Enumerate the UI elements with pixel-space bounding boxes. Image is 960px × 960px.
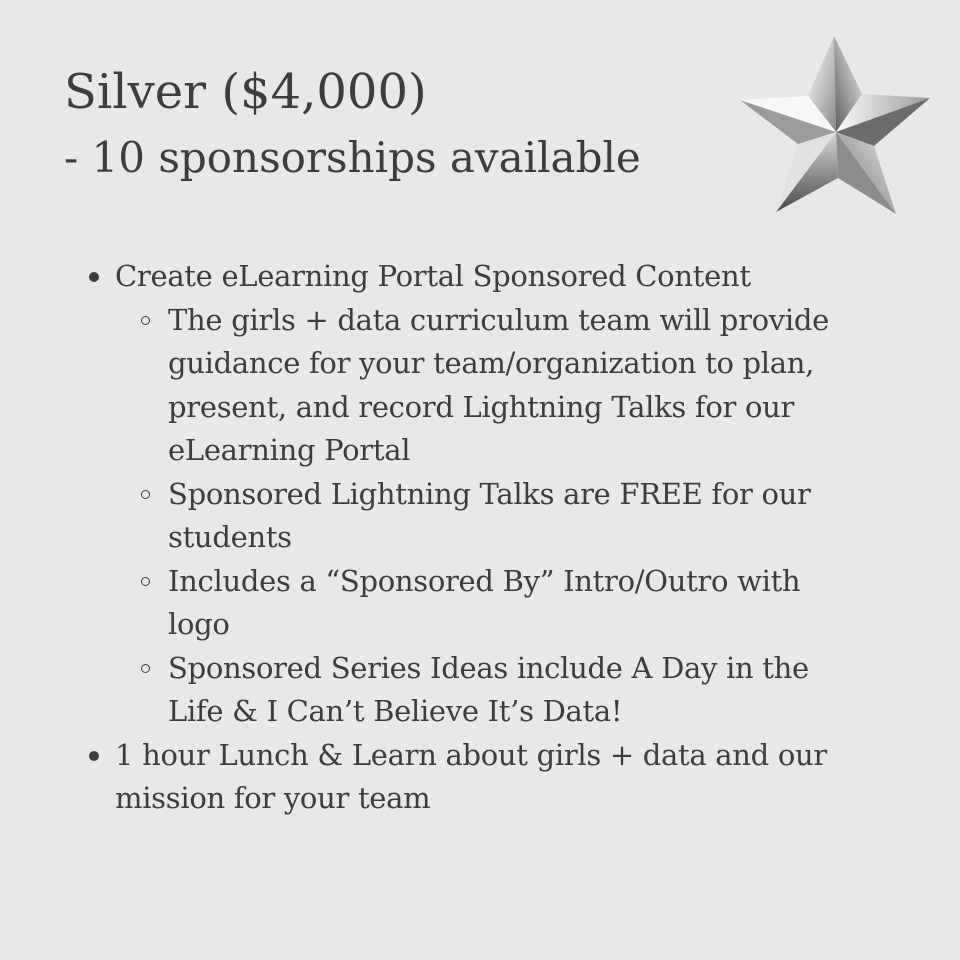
sub-list-item-text: The girls + data curriculum team will provide guidance for your team/organization to plan, present, and record Lightning Talks for our eLearning Portal bbox=[168, 302, 829, 467]
bullet-circle-icon bbox=[141, 490, 150, 499]
bullet-circle-icon bbox=[141, 577, 150, 586]
page-title: Silver ($4,000) bbox=[64, 64, 427, 120]
bullet-circle-icon bbox=[141, 664, 150, 673]
list-item bbox=[0, 734, 855, 821]
sub-list-item bbox=[0, 473, 860, 560]
benefits-list bbox=[0, 255, 960, 821]
list-item-text: 1 hour Lunch & Learn about girls + data and our mission for your team bbox=[115, 737, 827, 815]
bullet-disc-icon bbox=[89, 272, 99, 282]
list-item bbox=[0, 255, 855, 299]
silver-star-icon bbox=[736, 32, 932, 218]
sub-list-item-text: Sponsored Series Ideas include A Day in the Life & I Can’t Believe It’s Data! bbox=[168, 650, 809, 728]
bullet-disc-icon bbox=[89, 751, 99, 761]
page-subtitle: - 10 sponsorships available bbox=[64, 133, 641, 182]
sub-list-item-text: Sponsored Lightning Talks are FREE for our students bbox=[168, 476, 811, 554]
sub-list-item bbox=[0, 647, 860, 734]
sub-list-item bbox=[0, 299, 860, 473]
list-item-text: Create eLearning Portal Sponsored Content bbox=[115, 259, 751, 293]
sub-list-item-text: Includes a “Sponsored By” Intro/Outro with logo bbox=[168, 563, 801, 641]
bullet-circle-icon bbox=[141, 316, 150, 325]
sub-list-item bbox=[0, 560, 860, 647]
